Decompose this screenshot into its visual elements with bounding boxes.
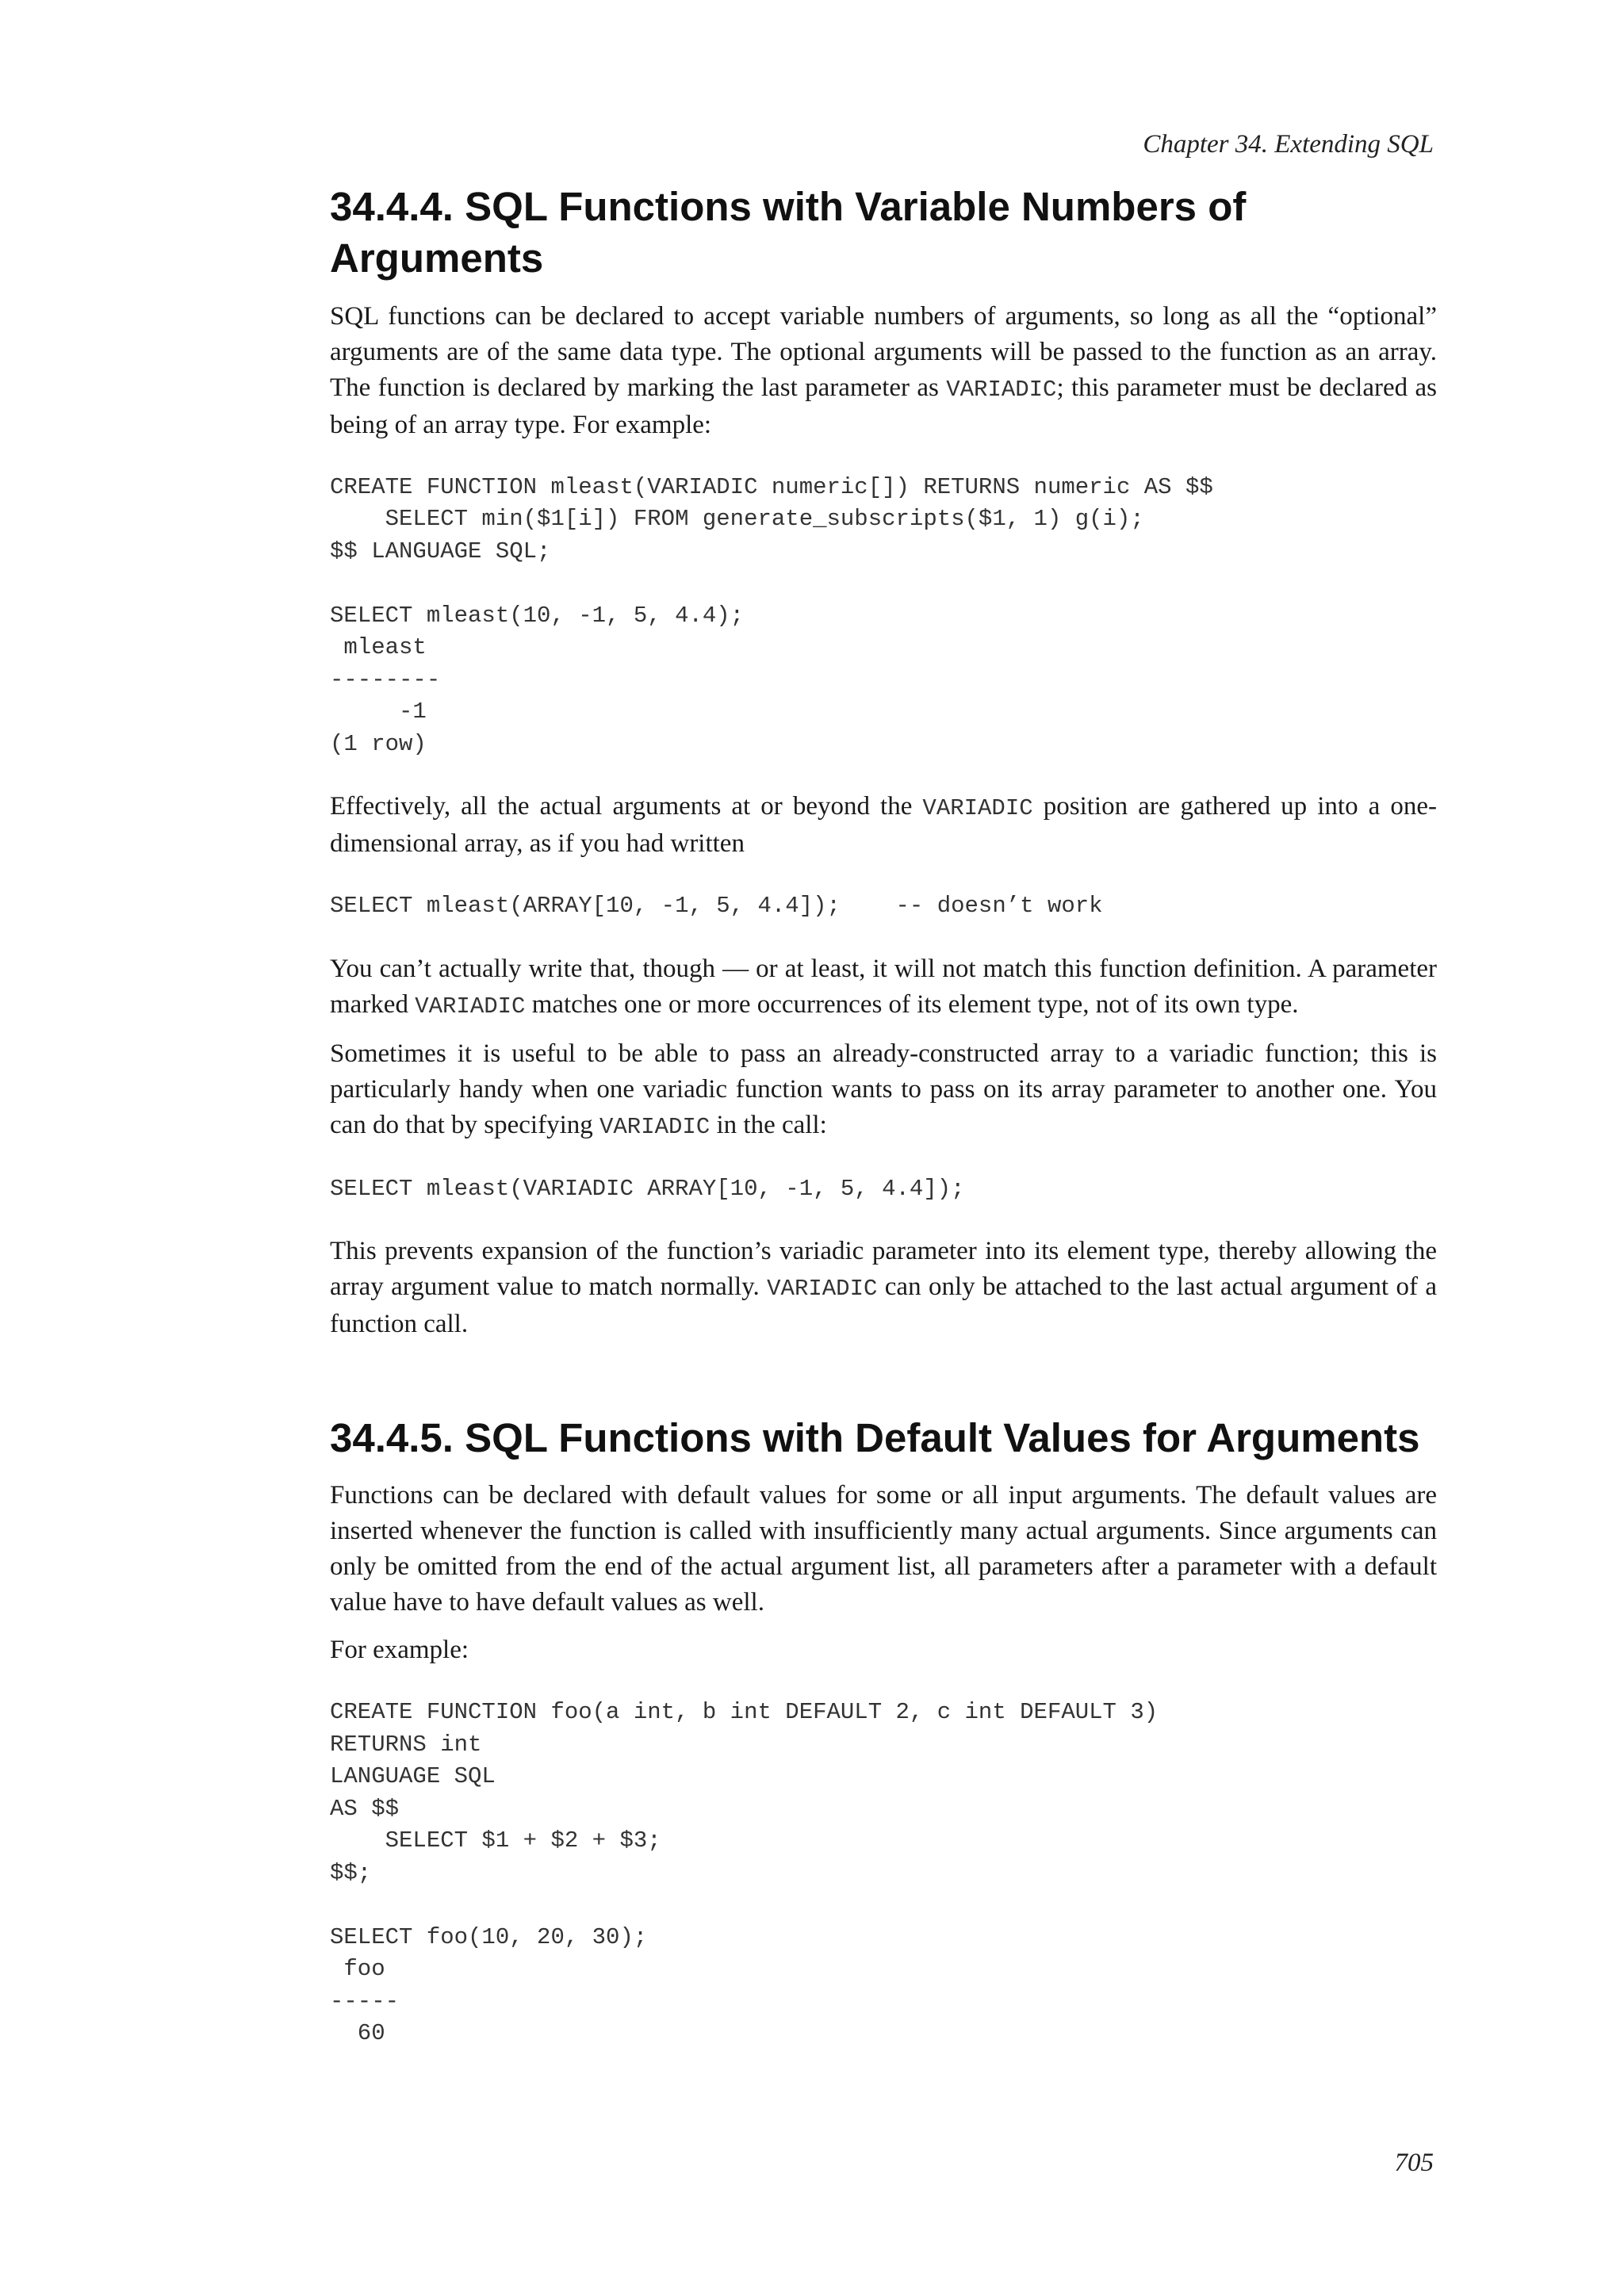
inline-code: VARIADIC (922, 795, 1033, 822)
page-number: 705 (1394, 2149, 1434, 2177)
text-span: matches one or more occurrences of its element type, not of its own type. (525, 989, 1299, 1019)
code-block-foo-definition: CREATE FUNCTION foo(a int, b int DEFAULT 2, c int DEFAULT 3) RETURNS int LANGUAGE SQL AS $$ SELECT $1 + $2 + $3; $$; SELECT foo(10, 20, 30); foo ----- 60 (330, 1699, 1159, 2047)
paragraph-variadic-intro (330, 299, 1437, 443)
paragraph-variadic-effect (330, 789, 1437, 862)
text-span: position are gathered up into a one-dimensional array, as if you had written (330, 792, 1437, 859)
code-block-mleast-definition: CREATE FUNCTION mleast(VARIADIC numeric[]) RETURNS numeric AS $$ SELECT min($1[i]) FROM generate_subscripts($1, 1) g(i); $$ LANGUAGE SQL; SELECT mleast(10, -1, 5, 4.4); mleast -------- -1 (1 row) (330, 473, 1213, 757)
section-heading-defaults: 34.4.5. SQL Functions with Default Values for Arguments (330, 1415, 1420, 1461)
page-content (330, 181, 1437, 2079)
paragraph-variadic-pass-array (330, 1036, 1437, 1145)
text-span: Sometimes it is useful to be able to pass an already-constructed array to a variadic function; this is particularly handy when one variadic function wants to pass on its array parameter to another one. You can do that by specifying (330, 1039, 1437, 1139)
text-span: ; this parameter must be declared as being of an array type. For example: (330, 373, 1437, 439)
paragraph-for-example: For example: (330, 1636, 469, 1665)
text-span: SQL functions can be declared to accept variable numbers of arguments, so long as all the “optional” arguments are of the same data type. The optional arguments will be passed to the function as an array. The function is declared by marking the last parameter as (330, 301, 1437, 402)
text-span: in the call: (710, 1110, 827, 1139)
inline-code: VARIADIC (599, 1113, 710, 1140)
text-span: This prevents expansion of the function’s variadic parameter into its element type, thereby allowing the array argument value to match normally. (330, 1237, 1437, 1302)
text-span: Effectively, all the actual arguments at or beyond the (330, 792, 923, 821)
text-span: can only be attached to the last actual argument of a function call. (330, 1272, 1437, 1339)
running-header: Chapter 34. Extending SQL (1143, 130, 1434, 159)
paragraph-defaults-intro: Functions can be declared with default values for some or all input arguments. The default values are inserted whenever the function is called with insufficiently many actual arguments. Since arguments can only be omitted from the end of the actual argument list, all parameters after a parameter with a default value have to have default values as well. (330, 1481, 1437, 1617)
paragraph-variadic-expansion (330, 1234, 1437, 1342)
section-heading-variadic: 34.4.4. SQL Functions with Variable Numbers of Arguments (330, 184, 1247, 281)
inline-code: VARIADIC (767, 1276, 878, 1303)
code-block-mleast-array: SELECT mleast(ARRAY[10, -1, 5, 4.4]); -- doesn’t work (330, 893, 1103, 920)
inline-code: VARIADIC (946, 376, 1057, 403)
paragraph-variadic-note (330, 951, 1437, 1024)
text-span: You can’t actually write that, though — or at least, it will not match this function definition. A parameter marked (330, 954, 1437, 1019)
inline-code: VARIADIC (415, 993, 526, 1020)
code-block-mleast-variadic-call: SELECT mleast(VARIADIC ARRAY[10, -1, 5, 4.4]); (330, 1175, 965, 1202)
